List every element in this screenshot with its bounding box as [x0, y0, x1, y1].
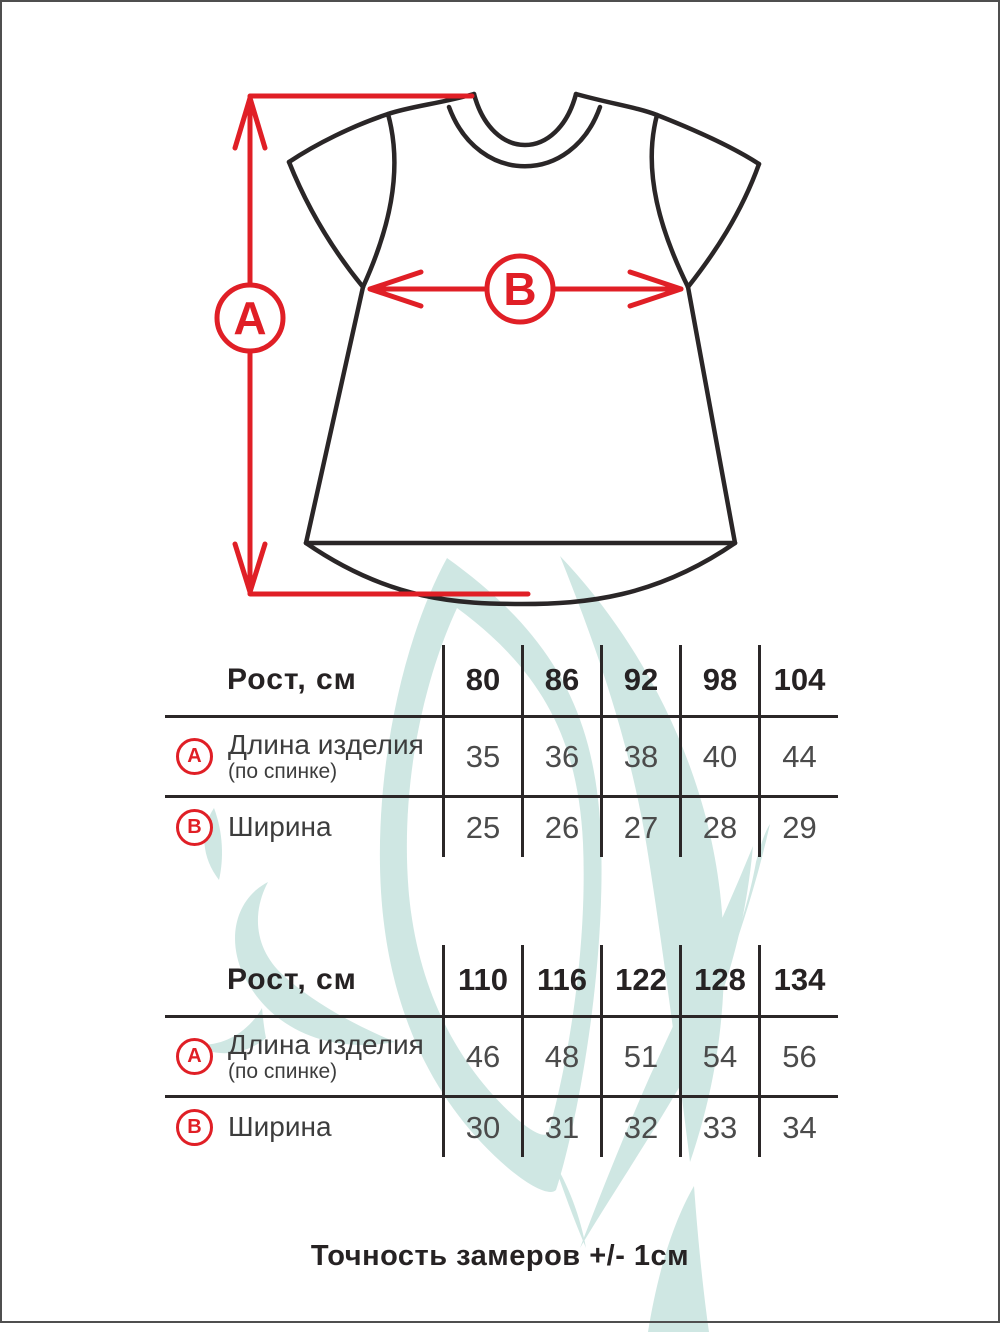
- table2-length-110: 46: [442, 1015, 521, 1095]
- accuracy-note: Точность замеров +/- 1см: [310, 1240, 690, 1272]
- marker-a-badge: A: [176, 738, 213, 775]
- table1-length-104: 44: [758, 715, 838, 795]
- table2-header-label: Рост, см: [227, 963, 357, 996]
- table2-width-110: 30: [442, 1095, 521, 1157]
- marker-b-badge: B: [176, 1109, 213, 1146]
- marker-b-letter: B: [503, 263, 537, 315]
- table2-row-length-label: [165, 1015, 442, 1095]
- table2-size-134: 134: [758, 945, 838, 1015]
- marker-b-badge: B: [176, 809, 213, 846]
- right-side-seam: [688, 287, 735, 543]
- table1-width-86: 26: [521, 795, 600, 857]
- right-sleeve-hem: [688, 164, 759, 287]
- table1-length-86: 36: [521, 715, 600, 795]
- marker-a-letter: A: [233, 292, 267, 344]
- table2-size-122: 122: [600, 945, 679, 1015]
- marker-a-badge: A: [176, 1038, 213, 1075]
- neck-opening: [474, 94, 576, 145]
- table1-width-92: 27: [600, 795, 679, 857]
- right-shoulder: [576, 94, 759, 164]
- table2-length-128: 54: [679, 1015, 758, 1095]
- table2-row-width-label: [165, 1095, 442, 1157]
- table2-width-116: 31: [521, 1095, 600, 1157]
- table2-size-128: 128: [679, 945, 758, 1015]
- table1-row-width-label: [165, 795, 442, 857]
- table2-size-110: 110: [442, 945, 521, 1015]
- table2-width-128: 33: [679, 1095, 758, 1157]
- table1-length-80: 35: [442, 715, 521, 795]
- dress-outline: [289, 94, 759, 604]
- table1-width-80: 25: [442, 795, 521, 857]
- table1-width-98: 28: [679, 795, 758, 857]
- table2-width-134: 34: [758, 1095, 838, 1157]
- table2-width-122: 32: [600, 1095, 679, 1157]
- table1-size-92: 92: [600, 645, 679, 715]
- table2-length-134: 56: [758, 1015, 838, 1095]
- length-label: Длина изделия: [228, 1028, 424, 1060]
- table2-length-122: 51: [600, 1015, 679, 1095]
- left-armhole: [363, 114, 394, 287]
- table1-row-length-label: [165, 715, 442, 795]
- table1-size-98: 98: [679, 645, 758, 715]
- table1-length-92: 38: [600, 715, 679, 795]
- length-sublabel: (по спинке): [228, 1060, 338, 1084]
- table1-width-104: 29: [758, 795, 838, 857]
- length-label: Длина изделия: [228, 728, 424, 760]
- right-armhole: [652, 115, 688, 287]
- width-label: Ширина: [228, 811, 332, 843]
- left-sleeve-hem: [289, 162, 363, 287]
- table1-length-98: 40: [679, 715, 758, 795]
- table1-size-86: 86: [521, 645, 600, 715]
- length-sublabel: (по спинке): [228, 760, 338, 784]
- left-side-seam: [306, 287, 363, 543]
- collar-band: [449, 107, 600, 166]
- table2-length-116: 48: [521, 1015, 600, 1095]
- table2-size-116: 116: [521, 945, 600, 1015]
- left-shoulder: [289, 94, 474, 162]
- measurement-marks: [217, 96, 681, 594]
- size-table-80-104: [165, 645, 838, 857]
- table1-size-104: 104: [758, 645, 838, 715]
- table1-size-80: 80: [442, 645, 521, 715]
- width-label: Ширина: [228, 1111, 332, 1143]
- table1-header-label: Рост, см: [227, 663, 357, 696]
- size-table-110-134: [165, 945, 838, 1157]
